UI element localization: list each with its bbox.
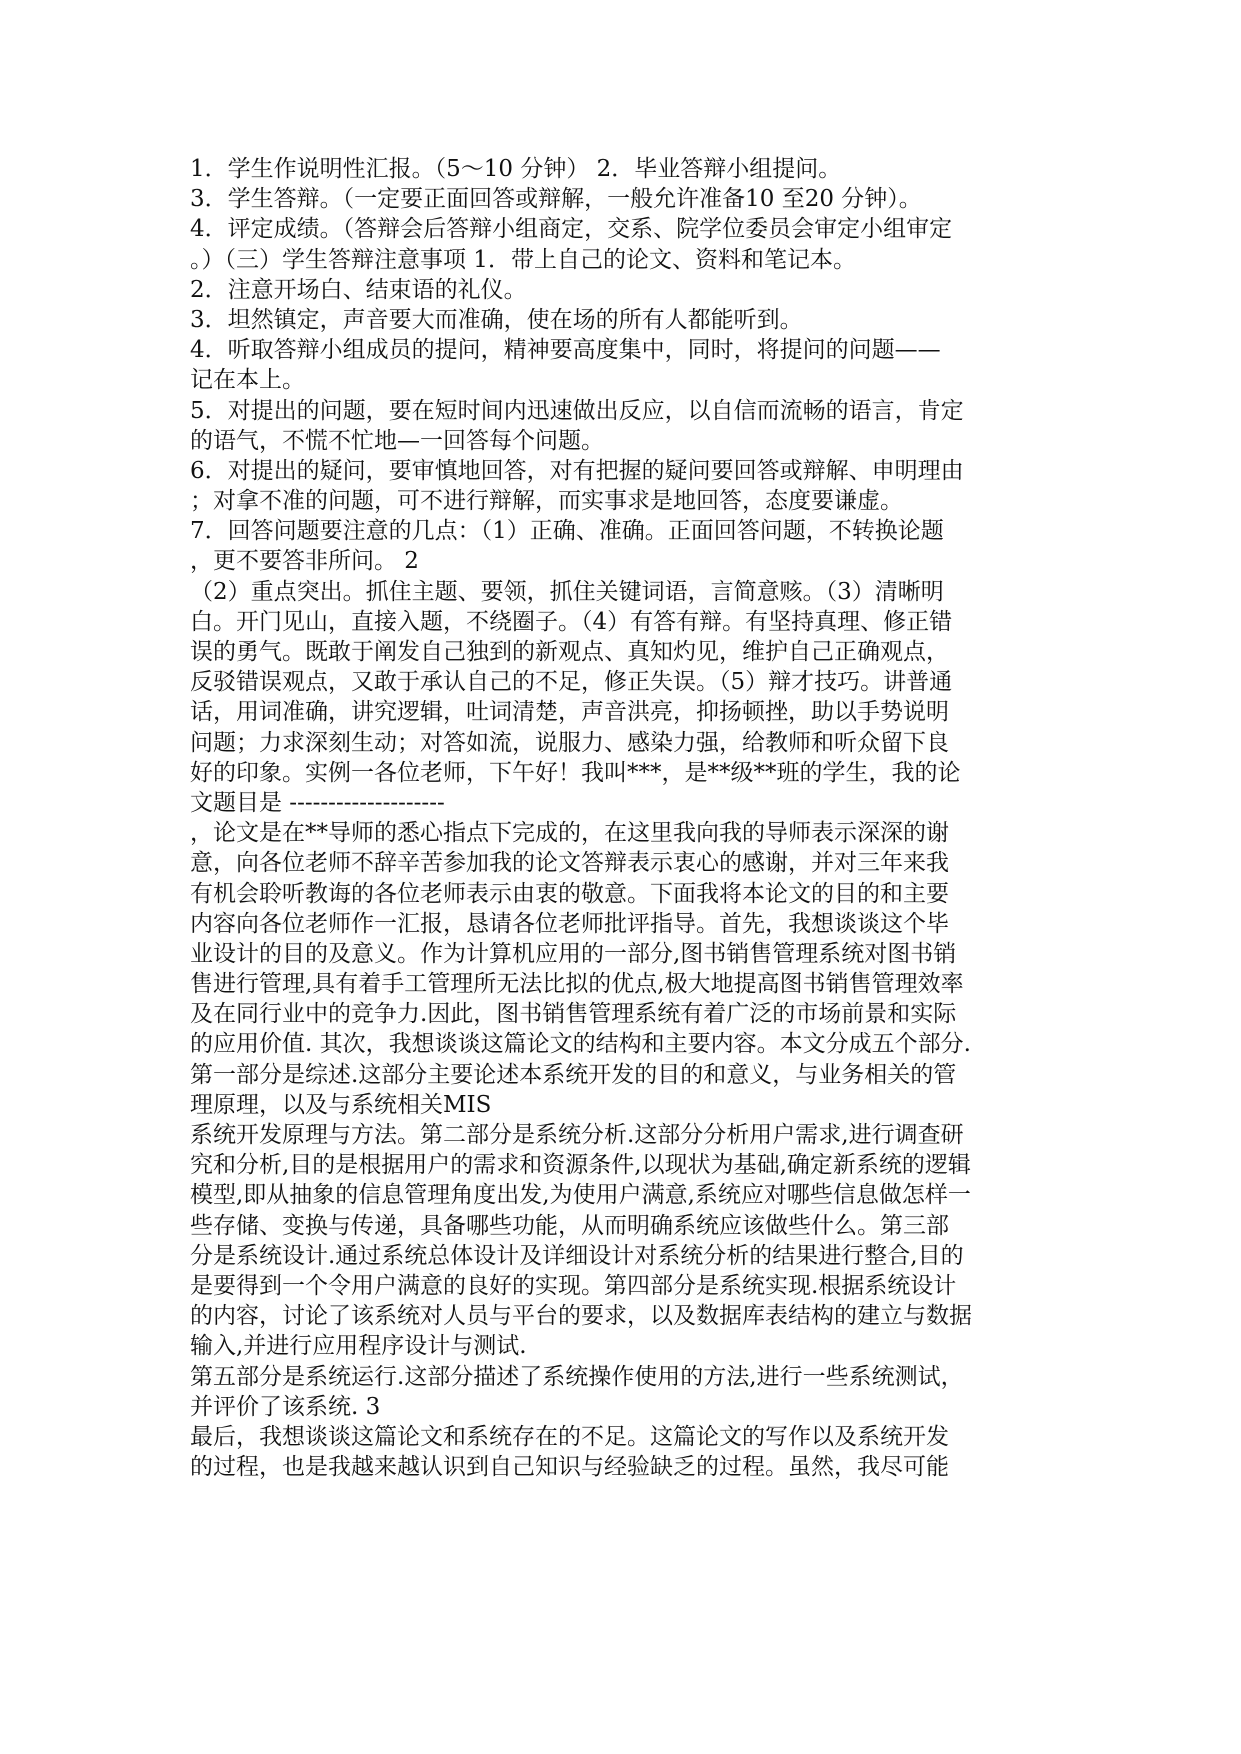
- text-line: 最后，我想谈谈这篇论文和系统存在的不足。这篇论文的写作以及系统开发: [190, 1423, 949, 1450]
- text-line: 的应用价值. 其次，我想谈谈这篇论文的结构和主要内容。本文分成五个部分.: [190, 1031, 971, 1058]
- text-line: 的语气，不慌不忙地—一回答每个问题。: [190, 427, 604, 454]
- text-line: 4．听取答辩小组成员的提问，精神要高度集中，同时，将提问的问题——: [190, 337, 941, 364]
- text-line: 的内容，讨论了该系统对人员与平台的要求，以及数据库表结构的建立与数据: [190, 1303, 972, 1330]
- text-line: 分是系统设计.通过系统总体设计及详细设计对系统分析的结果进行整合,目的: [190, 1242, 964, 1269]
- text-line: 3．学生答辩。（一定要正面回答或辩解，一般允许准备10 至20 分钟）。: [190, 186, 922, 213]
- text-line: 2．注意开场白、结束语的礼仪。: [190, 276, 527, 303]
- text-line: 记在本上。: [190, 367, 305, 394]
- text-line: 5．对提出的问题，要在短时间内迅速做出反应，以自信而流畅的语言，肯定: [190, 397, 964, 424]
- text-line: （2）重点突出。抓住主题、要领，抓住关键词语，言简意赅。（3）清晰明: [190, 578, 944, 605]
- text-line: ，论文是在**导师的悉心指点下完成的，在这里我向我的导师表示深深的谢: [190, 820, 949, 847]
- text-line: 反驳错误观点，又敢于承认自己的不足，修正失误。（5）辩才技巧。讲普通: [190, 669, 953, 696]
- text-line: 系统开发原理与方法。第二部分是系统分析.这部分分析用户需求,进行调查研: [190, 1122, 964, 1148]
- text-line: 些存储、变换与传递，具备哪些功能，从而明确系统应该做些什么。第三部: [190, 1212, 949, 1239]
- text-line: 文题目是 --------------------: [190, 789, 445, 816]
- text-line: ，更不要答非所问。 2: [190, 548, 419, 575]
- text-line: 输入,并进行应用程序设计与测试.: [190, 1333, 527, 1360]
- text-line: 白。开门见山，直接入题，不绕圈子。（4）有答有辩。有坚持真理、修正错: [190, 608, 953, 635]
- text-line: 售进行管理,具有着手工管理所无法比拟的优点,极大地提高图书销售管理效率: [190, 971, 964, 998]
- text-line: 有机会聆听教诲的各位老师表示由衷的敬意。下面我将本论文的目的和主要: [190, 880, 949, 907]
- text-line: 。）（三）学生答辩注意事项 1．带上自己的论文、资料和笔记本。: [190, 246, 856, 273]
- text-line: 的过程，也是我越来越认识到自己知识与经验缺乏的过程。虽然，我尽可能: [190, 1454, 949, 1481]
- text-line: 话，用词准确，讲究逻辑，吐词清楚，声音洪亮，抑扬顿挫，助以手势说明: [190, 699, 949, 726]
- text-line: 业设计的目的及意义。作为计算机应用的一部分,图书销售管理系统对图书销: [190, 940, 957, 967]
- text-line: 是要得到一个令用户满意的良好的实现。第四部分是系统实现.根据系统设计: [190, 1272, 957, 1299]
- text-line: 6．对提出的疑问，要审慎地回答，对有把握的疑问要回答或辩解、申明理由: [190, 457, 964, 484]
- text-line: 究和分析,目的是根据用户的需求和资源条件,以现状为基础,确定新系统的逻辑: [190, 1152, 971, 1179]
- text-line: 理原理，以及与系统相关MIS: [190, 1091, 492, 1118]
- text-line: 好的印象。实例一各位老师，下午好！我叫***，是**级**班的学生，我的论: [190, 759, 961, 786]
- text-line: 4．评定成绩。（答辩会后答辩小组商定，交系、院学位委员会审定小组审定: [190, 216, 953, 243]
- text-line: 第五部分是系统运行.这部分描述了系统操作使用的方法,进行一些系统测试，: [190, 1363, 964, 1390]
- body-text: [190, 154, 1070, 1482]
- text-line: 7．回答问题要注意的几点：（1）正确、准确。正面回答问题，不转换论题: [190, 518, 944, 545]
- text-line: 内容向各位老师作一汇报，恳请各位老师批评指导。首先，我想谈谈这个毕: [190, 910, 949, 937]
- text-line: 1．学生作说明性汇报。（5～10 分钟） 2．毕业答辩小组提问。: [190, 156, 842, 182]
- text-line: 问题；力求深刻生动；对答如流，说服力、感染力强，给教师和听众留下良: [190, 729, 949, 756]
- text-line: 模型,即从抽象的信息管理角度出发,为使用户满意,系统应对哪些信息做怎样一: [190, 1182, 971, 1209]
- text-line: 并评价了该系统. 3: [190, 1393, 381, 1420]
- text-line: ；对拿不准的问题，可不进行辩解，而实事求是地回答，态度要谦虚。: [190, 488, 903, 515]
- text-line: 误的勇气。既敢于阐发自己独到的新观点、真知灼见，维护自己正确观点，: [190, 639, 949, 665]
- text-line: 第一部分是综述.这部分主要论述本系统开发的目的和意义，与业务相关的管: [190, 1061, 957, 1088]
- text-line: 及在同行业中的竞争力.因此，图书销售管理系统有着广泛的市场前景和实际: [190, 1001, 957, 1028]
- text-line: 3．坦然镇定，声音要大而准确，使在场的所有人都能听到。: [190, 306, 803, 333]
- text-line: 意，向各位老师不辞辛苦参加我的论文答辩表示衷心的感谢，并对三年来我: [190, 850, 949, 877]
